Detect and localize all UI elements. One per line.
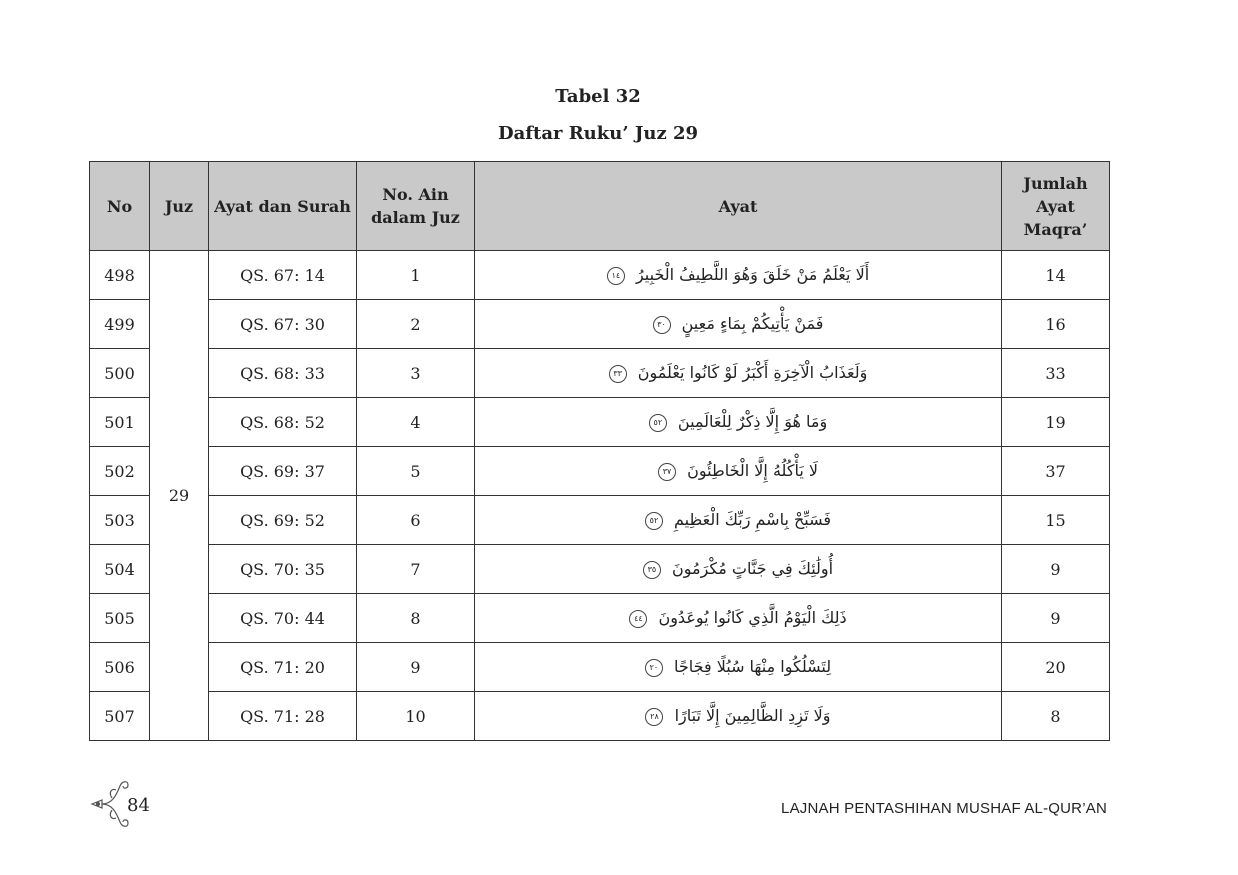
cell-ayat: [475, 251, 1002, 300]
table-row: [90, 300, 1110, 349]
header-jumlah-line1: Jumlah: [1023, 173, 1088, 193]
table-row: [90, 251, 1110, 300]
ayah-end-marker-icon: ٢٠: [645, 659, 663, 677]
cell-ain: 5: [357, 447, 475, 496]
cell-no: 500: [90, 349, 150, 398]
cell-ayat: [475, 300, 1002, 349]
cell-jumlah: 37: [1002, 447, 1110, 496]
table-row: [90, 496, 1110, 545]
arabic-text: لَا يَأْكُلُهُ إِلَّا الْخَاطِئُونَ: [687, 461, 818, 481]
cell-no: 506: [90, 643, 150, 692]
header-ayat: Ayat: [475, 162, 1002, 251]
ayah-end-marker-icon: ٢٨: [645, 708, 663, 726]
table-title: Daftar Ruku’ Juz 29: [497, 123, 699, 144]
table-row: [90, 545, 1110, 594]
cell-ayat: [475, 447, 1002, 496]
ayah-end-marker-icon: ٥٢: [645, 512, 663, 530]
publisher-footer: LAJNAH PENTASHIHAN MUSHAF AL-QUR’AN: [781, 800, 1107, 817]
cell-ayat: [475, 594, 1002, 643]
header-no: No: [90, 162, 150, 251]
cell-ain: 4: [357, 398, 475, 447]
cell-no: 498: [90, 251, 150, 300]
arabic-text: فَمَنْ يَأْتِيكُمْ بِمَاءٍ مَعِينٍ: [681, 314, 824, 334]
cell-no: 499: [90, 300, 150, 349]
cell-surah: QS. 68: 52: [209, 398, 357, 447]
cell-jumlah: 20: [1002, 643, 1110, 692]
arabic-text: وَلَعَذَابُ الْآخِرَةِ أَكْبَرُ لَوْ كَانُوا يَعْلَمُونَ: [637, 363, 868, 383]
header-ayat-surah: Ayat dan Surah: [209, 162, 357, 251]
header-jumlah-line2: Ayat: [1036, 196, 1075, 216]
floral-ornament-icon: [90, 776, 132, 832]
cell-jumlah: 16: [1002, 300, 1110, 349]
arabic-text: لِتَسْلُكُوا مِنْهَا سُبُلًا فِجَاجًا: [673, 657, 832, 677]
cell-jumlah: 14: [1002, 251, 1110, 300]
cell-no: 503: [90, 496, 150, 545]
arabic-text: وَلَا تَزِدِ الظَّالِمِينَ إِلَّا تَبَارًا: [674, 706, 831, 726]
arabic-text: أُولَٰئِكَ فِي جَنَّاتٍ مُكْرَمُونَ: [672, 559, 834, 579]
ayah-end-marker-icon: ١٤: [607, 267, 625, 285]
table-row: [90, 643, 1110, 692]
cell-ayat: [475, 643, 1002, 692]
ayah-end-marker-icon: ٣٥: [643, 561, 661, 579]
ayah-end-marker-icon: ٣٠: [653, 316, 671, 334]
cell-ain: 1: [357, 251, 475, 300]
cell-ain: 7: [357, 545, 475, 594]
cell-surah: QS. 70: 44: [209, 594, 357, 643]
cell-ain: 10: [357, 692, 475, 741]
cell-no: 501: [90, 398, 150, 447]
cell-ain: 9: [357, 643, 475, 692]
cell-surah: QS. 69: 37: [209, 447, 357, 496]
cell-surah: QS. 69: 52: [209, 496, 357, 545]
table-row: [90, 692, 1110, 741]
header-juz: Juz: [150, 162, 209, 251]
cell-no: 504: [90, 545, 150, 594]
cell-jumlah: 19: [1002, 398, 1110, 447]
cell-surah: QS. 71: 20: [209, 643, 357, 692]
header-ain-line1: No. Ain: [382, 185, 449, 204]
cell-jumlah: 9: [1002, 594, 1110, 643]
ayah-end-marker-icon: ٤٤: [629, 610, 647, 628]
header-jumlah: [1002, 162, 1110, 251]
page-number: 84: [127, 795, 150, 816]
cell-no: 502: [90, 447, 150, 496]
table-row: [90, 398, 1110, 447]
ayah-end-marker-icon: ٥٢: [649, 414, 667, 432]
cell-ayat: [475, 349, 1002, 398]
cell-ayat: [475, 692, 1002, 741]
cell-ain: 8: [357, 594, 475, 643]
cell-ain: 6: [357, 496, 475, 545]
table-row: [90, 447, 1110, 496]
cell-ayat: [475, 545, 1002, 594]
arabic-text: وَمَا هُوَ إِلَّا ذِكْرٌ لِلْعَالَمِينَ: [677, 412, 828, 432]
cell-ain: 3: [357, 349, 475, 398]
cell-ayat: [475, 398, 1002, 447]
arabic-text: أَلَا يَعْلَمُ مَنْ خَلَقَ وَهُوَ اللَّطِيفُ الْخَبِيرُ: [635, 265, 870, 285]
header-ain-line2: dalam Juz: [371, 208, 460, 227]
table-header-row: [90, 162, 1110, 251]
cell-no: 505: [90, 594, 150, 643]
cell-juz: 29: [150, 251, 209, 741]
cell-jumlah: 33: [1002, 349, 1110, 398]
header-jumlah-line3: Maqra’: [1023, 219, 1088, 239]
cell-surah: QS. 67: 30: [209, 300, 357, 349]
cell-jumlah: 9: [1002, 545, 1110, 594]
ayah-end-marker-icon: ٣٧: [658, 463, 676, 481]
table-number: Tabel 32: [555, 86, 641, 107]
cell-jumlah: 8: [1002, 692, 1110, 741]
arabic-text: فَسَبِّحْ بِاسْمِ رَبِّكَ الْعَظِيمِ: [674, 510, 832, 530]
arabic-text: ذَلِكَ الْيَوْمُ الَّذِي كَانُوا يُوعَدُونَ: [658, 608, 847, 628]
cell-surah: QS. 67: 14: [209, 251, 357, 300]
cell-ayat: [475, 496, 1002, 545]
cell-jumlah: 15: [1002, 496, 1110, 545]
ruku-table: [89, 161, 1110, 741]
cell-surah: QS. 71: 28: [209, 692, 357, 741]
cell-no: 507: [90, 692, 150, 741]
table-row: [90, 594, 1110, 643]
cell-surah: QS. 70: 35: [209, 545, 357, 594]
table-row: [90, 349, 1110, 398]
ayah-end-marker-icon: ٣٣: [609, 365, 627, 383]
header-ain: [357, 162, 475, 251]
cell-surah: QS. 68: 33: [209, 349, 357, 398]
cell-ain: 2: [357, 300, 475, 349]
